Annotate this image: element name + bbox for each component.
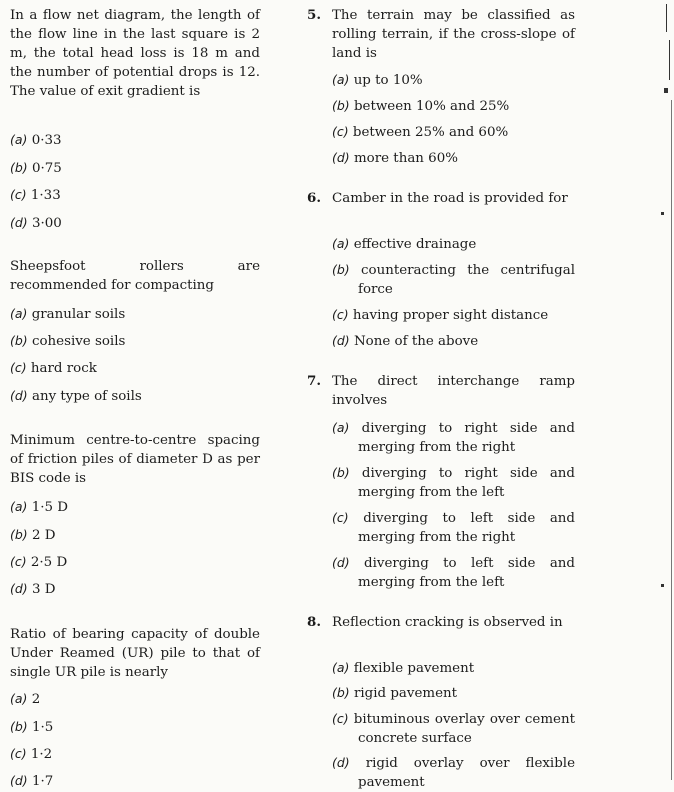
question-number: 5. [307, 7, 321, 23]
option-c: (c) diverging to left side and merging from the right [332, 510, 576, 545]
option-c: (c) 2·5 D [10, 554, 68, 570]
option-c: (c) bituminous overlay over cement concrete surface [332, 711, 575, 746]
question-stem: 5. The terrain may be classified as rolling terrain, if the cross-slope of land is [307, 7, 575, 61]
question-stem: 6. Camber in the road is provided for [307, 190, 568, 206]
option-b: (b) diverging to right side and merging from the left [332, 465, 575, 500]
option-b: (b) counteracting the centrifugal force [332, 262, 575, 297]
question-stem: 7. The direct interchange ramp involves [307, 373, 575, 408]
option-c: (c) 1·2 [10, 746, 53, 762]
question-number: 8. [307, 614, 321, 630]
question-block [307, 372, 576, 590]
option-c: (c) between 25% and 60% [332, 124, 509, 140]
option-b: (b) 0·75 [10, 160, 62, 176]
option-a: (a) diverging to right side and merging from the right [332, 420, 575, 455]
option-b: (b) 1·5 [10, 719, 54, 735]
option-a: (a) effective drainage [332, 236, 477, 252]
question-number: 7. [307, 373, 321, 389]
binding-edge-marks [656, 0, 674, 789]
option-a: (a) granular soils [10, 306, 126, 322]
option-b: (b) cohesive soils [10, 333, 126, 349]
option-d: (d) rigid overlay over flexible pavement [332, 755, 575, 790]
option-b: (b) between 10% and 25% [332, 98, 510, 114]
option-d: (d) any type of soils [10, 388, 142, 404]
option-c: (c) 1·33 [10, 187, 61, 203]
option-b: (b) 2 D [10, 527, 56, 543]
question-stem: 8. Reflection cracking is observed in [307, 614, 563, 630]
option-a: (a) 2 [10, 691, 41, 707]
question-block [10, 257, 260, 404]
option-d: (d) 3 D [10, 581, 56, 597]
question-number: 6. [307, 190, 321, 206]
option-c: (c) hard rock [10, 360, 97, 376]
question-stem: Ratio of bearing capacity of double Under Reamed (UR) pile to that of single UR pile is nearly [10, 627, 260, 680]
question-stem: Minimum centre-to-centre spacing of friction piles of diameter D as per BIS code is [10, 433, 260, 486]
option-a: (a) flexible pavement [332, 660, 475, 676]
option-d: (d) 1·7 [10, 773, 54, 789]
option-a: (a) up to 10% [332, 72, 423, 88]
question-stem: In a flow net diagram, the length of the flow line in the last square is 2 m, the total head loss is 18 m and the number of potential drops is 12. The value of exit gradient is [10, 8, 260, 99]
question-block [10, 6, 260, 231]
question-stem: Sheepsfoot rollers are recommended for compacting [10, 259, 260, 293]
option-c: (c) having proper sight distance [332, 307, 549, 323]
option-d: (d) more than 60% [332, 150, 458, 166]
option-a: (a) 1·5 D [10, 499, 68, 515]
question-block [307, 6, 575, 166]
question-block [307, 613, 575, 790]
option-d: (d) 3·00 [10, 215, 62, 231]
question-block [307, 189, 575, 349]
option-d: (d) None of the above [332, 333, 479, 349]
question-block [10, 625, 260, 789]
option-d: (d) diverging to left side and merging from the left [332, 555, 575, 590]
option-b: (b) rigid pavement [332, 685, 458, 701]
option-a: (a) 0·33 [10, 132, 62, 148]
question-block [10, 431, 260, 597]
